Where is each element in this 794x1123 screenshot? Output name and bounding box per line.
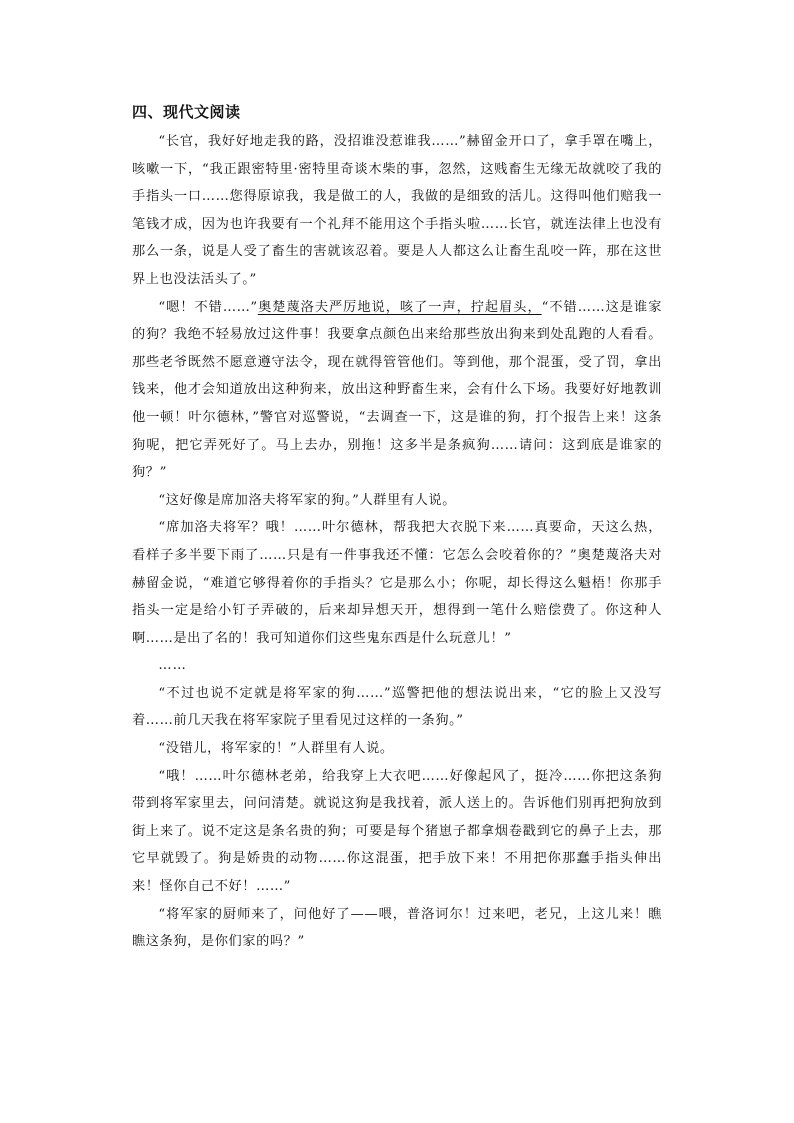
paragraph-4: “席加洛夫将军？哦！……叶尔德林，帮我把大衣脱下来……真要命，天这么热，看样子多半要下雨了……只是有一件事我还不懂：它怎么会咬着你的？”奥楚蔑洛夫对赫留金说，“难道它够得着你的手指头？它是那么小；你呢，却长得这么魁梧！你那手指头一定是给小钉子弄破的，后来却异想天开，想得到一笔什么赔偿费了。你这种人啊……是出了名的！我可知道你们这些鬼东西是什么玩意儿！” — [132, 520, 662, 646]
paragraph-2 — [132, 294, 662, 487]
reading-passage — [132, 128, 662, 956]
paragraph-3: “这好像是席加洛夫将军家的狗。”人群里有人说。 — [158, 492, 457, 508]
paragraph-6: “没错儿，将军家的！”人群里有人说。 — [158, 741, 394, 757]
section-heading: 四、现代文阅读 — [132, 103, 241, 121]
paragraph-5: “不过也说不定就是将军家的狗……”巡警把他的想法说出来，“它的脸上又没写着……前几天我在将军家院子里看见过这样的一条狗。” — [132, 685, 662, 729]
underlined-sentence: 奥楚蔑洛夫严厉地说，咳了一声，拧起眉头， — [257, 299, 542, 315]
paragraph-2-end: “不错……这是谁家的狗？我绝不轻易放过这件事！我要拿点颜色出来给那些放出狗来到处乱跑的人看看。那些老爷既然不愿意遵守法令，现在就得管管他们。等到他，那个混蛋，受了罚，拿出钱来，他才会知道放出这种狗来，放出这种野畜生来，会有什么下场。我要好好地教训他一顿！叶尔德林，”警官对巡警说，“去调查一下，这是谁的狗，打个报告上来！这条狗呢，把它弄死好了。马上去办，别拖！这多半是条疯狗……请问：这到底是谁家的狗？” — [132, 299, 662, 481]
omission-ellipsis: …… — [158, 658, 187, 674]
paragraph-7: “哦！……叶尔德林老弟，给我穿上大衣吧……好像起风了，挺冷……你把这条狗带到将军家里去，问问清楚。就说这狗是我找着，派人送上的。告诉他们别再把狗放到街上来了。说不定这是条名贵的狗；可要是每个猪崽子都拿烟卷戳到它的鼻子上去，那它早就毁了。狗是娇贵的动物……你这混蛋，把手放下来！不用把你那蠢手指头伸出来！怪你自己不好！……” — [132, 768, 662, 895]
paragraph-2-start: “嗯！不错……” — [158, 299, 258, 315]
paragraph-1: “长官，我好好地走我的路，没招谁没惹谁我……”赫留金开口了，拿手罩在嘴上，咳嗽一下，“我正跟密特里·密特里奇谈木柴的事，忽然，这贱畜生无缘无故就咬了我的手指头一口……您得原谅我，我是做工的人，我做的是细致的活儿。这得叫他们赔我一笔钱才成，因为也许我要有一个礼拜不能用这个手指头啦……长官，就连法律上也没有那么一条，说是人受了畜生的害就该忍着。要是人人都这么让畜生乱咬一阵，那在这世界上也没法活头了。” — [132, 134, 662, 287]
paragraph-8: “将军家的厨师来了，问他好了——喂，普洛诃尔！过来吧，老兄，上这儿来！瞧瞧这条狗，是你们家的吗？” — [132, 906, 662, 950]
